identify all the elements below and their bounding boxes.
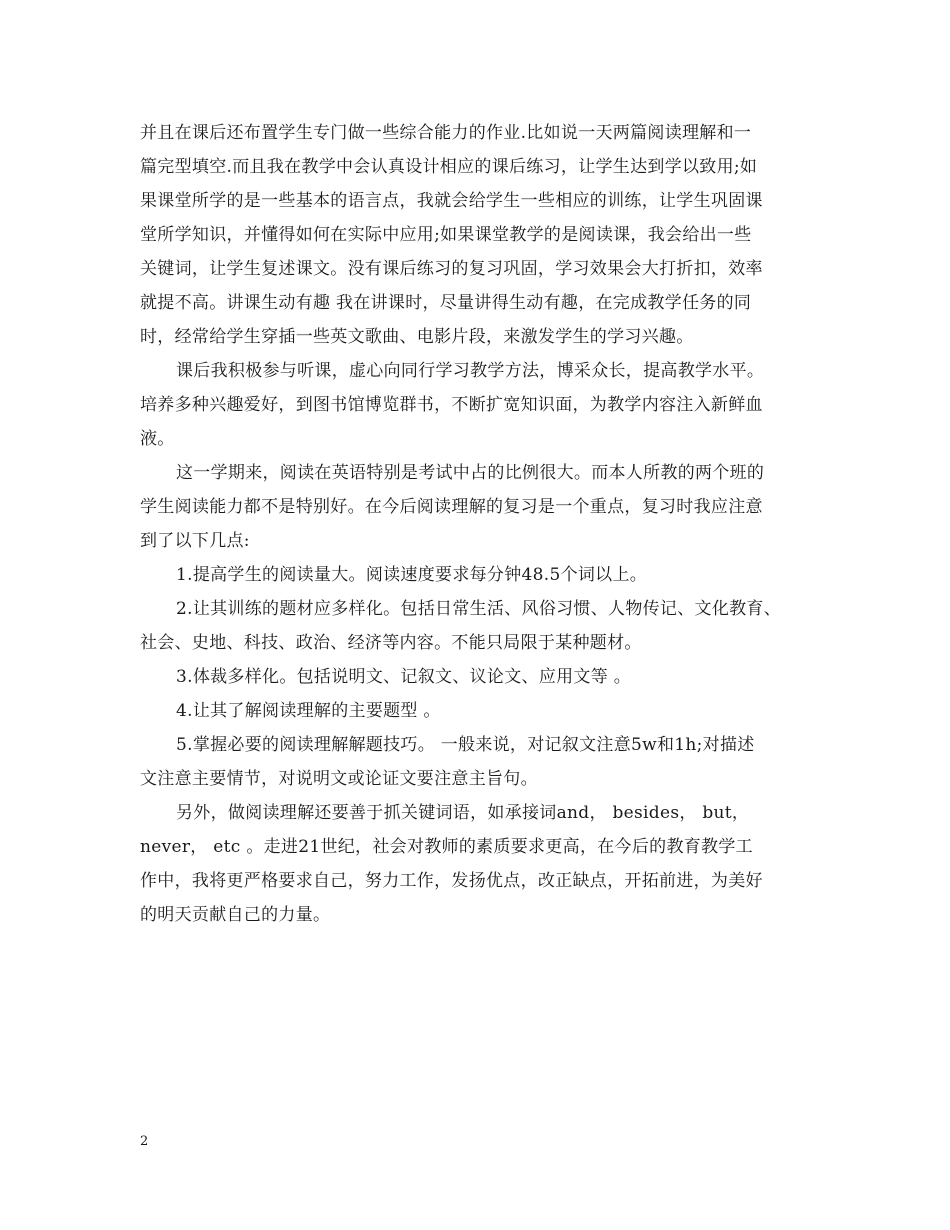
text-line: 篇完型填空.而且我在教学中会认真设计相应的课后练习，让学生达到学以致用;如 — [140, 157, 758, 177]
document-body — [140, 116, 830, 932]
text-line: 2.让其训练的题材应多样化。包括日常生活、风俗习惯、人物传记、文化教育、 — [176, 599, 782, 619]
text-line: 关键词，让学生复述课文。没有课后练习的复习巩固，学习效果会大打折扣，效率 — [140, 259, 763, 279]
text-line: 文注意主要情节，对说明文或论证文要注意主旨句。 — [140, 769, 538, 789]
text-line: 作中，我将更严格要求自己，努力工作，发扬优点，改正缺点，开拓前进，为美好 — [140, 871, 763, 891]
text-line: 液。 — [140, 429, 175, 449]
text-line: never， etc 。走进21世纪，社会对教师的素质要求更高，在今后的教育教学工 — [140, 837, 753, 857]
text-line: 果课堂所学的是一些基本的语言点，我就会给学生一些相应的训练，让学生巩固课 — [140, 191, 763, 211]
text-line: 到了以下几点: — [140, 531, 250, 551]
page-number: 2 — [140, 1134, 149, 1149]
text-line: 的明天贡献自己的力量。 — [140, 905, 331, 925]
text-line: 3.体裁多样化。包括说明文、记叙文、议论文、应用文等 。 — [176, 667, 632, 687]
text-line: 4.让其了解阅读理解的主要题型 。 — [176, 701, 441, 721]
text-line: 就提不高。讲课生动有趣 我在讲课时，尽量讲得生动有趣，在完成教学任务的同 — [140, 293, 752, 313]
text-line: 1.提高学生的阅读量大。阅读速度要求每分钟48.5个词以上。 — [176, 565, 648, 585]
text-line: 课后我积极参与听课，虚心向同行学习教学方法，博采众长，提高教学水平。 — [176, 361, 765, 381]
text-line: 并且在课后还布置学生专门做一些综合能力的作业.比如说一天两篇阅读理解和一 — [140, 123, 752, 143]
text-line: 另外，做阅读理解还要善于抓关键词语，如承接词and， besides， but， — [176, 803, 750, 823]
text-line: 5.掌握必要的阅读理解解题技巧。 一般来说，对记叙文注意5w和1h;对描述 — [176, 735, 755, 755]
text-line: 堂所学知识，并懂得如何在实际中应用;如果课堂教学的是阅读课，我会给出一些 — [140, 225, 752, 245]
text-line: 社会、史地、科技、政治、经济等内容。不能只局限于某种题材。 — [140, 633, 642, 653]
text-line: 培养多种兴趣爱好，到图书馆博览群书，不断扩宽知识面，为教学内容注入新鲜血 — [140, 395, 763, 415]
text-line: 学生阅读能力都不是特别好。在今后阅读理解的复习是一个重点，复习时我应注意 — [140, 497, 763, 517]
text-line: 这一学期来，阅读在英语特别是考试中占的比例很大。而本人所教的两个班的 — [176, 463, 765, 483]
text-line: 时，经常给学生穿插一些英文歌曲、电影片段，来激发学生的学习兴趣。 — [140, 327, 694, 347]
